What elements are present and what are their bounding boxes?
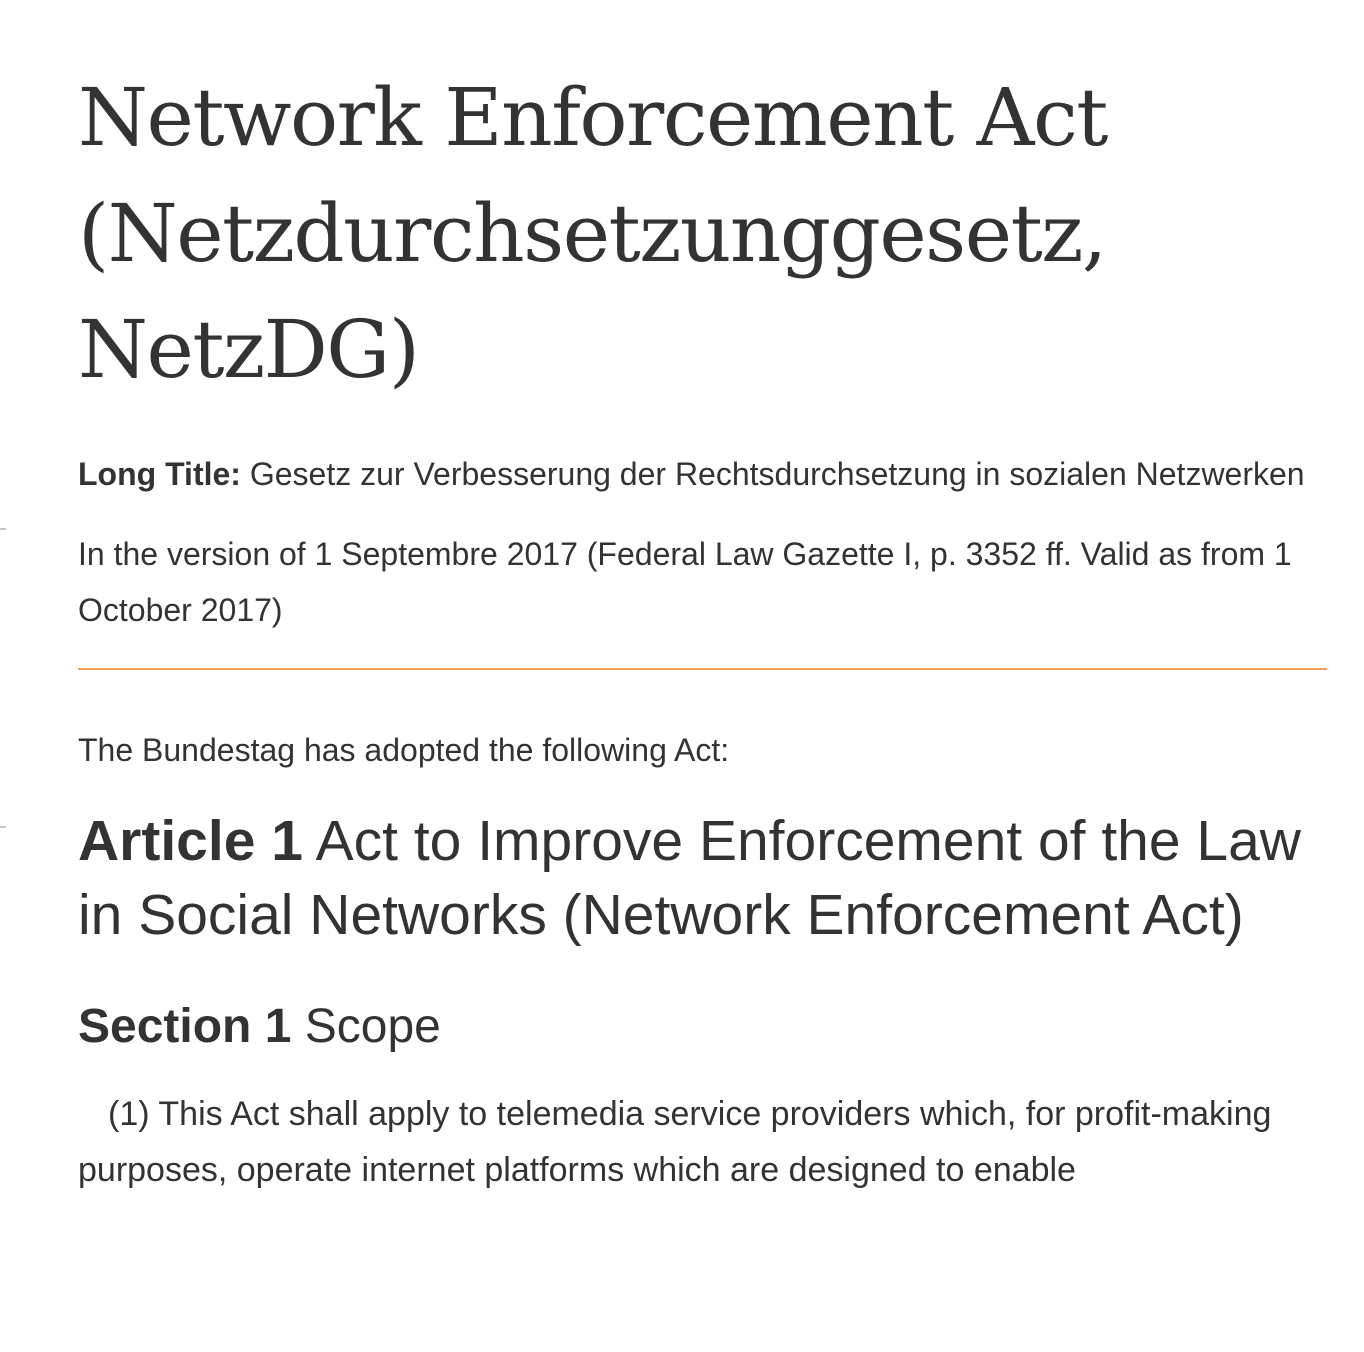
- long-title-label: Long Title:: [78, 456, 241, 492]
- enactment-intro: The Bundestag has adopted the following Act:: [78, 732, 730, 768]
- long-title-text: Gesetz zur Verbesserung der Rechtsdurchsetzung in sozialen Netzwerken: [249, 456, 1305, 492]
- paragraph-1: (1) This Act shall apply to telemedia service providers which, for profit-making purposes, operate internet platforms which are designed to enable: [78, 1095, 1272, 1189]
- section-label: Section 1: [78, 1000, 292, 1053]
- section-title: Scope: [304, 1000, 441, 1053]
- document-title: Network Enforcement Act (Netzdurchsetzunggesetz, NetzDG): [78, 71, 1107, 396]
- long-title: [78, 446, 1327, 502]
- version-info: In the version of 1 Septembre 2017 (Federal Law Gazette I, p. 3352 ff. Valid as from 1 October 2017): [78, 536, 1292, 628]
- section-divider: [78, 668, 1327, 670]
- article-label: Article 1: [78, 809, 303, 873]
- article-title: Act to Improve Enforcement of the Law in Social Networks (Network Enforcement Act): [78, 809, 1301, 947]
- document-content: [78, 0, 1327, 1198]
- section-heading: [78, 992, 1327, 1062]
- page-edge-mark: [0, 826, 6, 828]
- article-heading: [78, 804, 1327, 952]
- page-edge-mark: [0, 528, 6, 530]
